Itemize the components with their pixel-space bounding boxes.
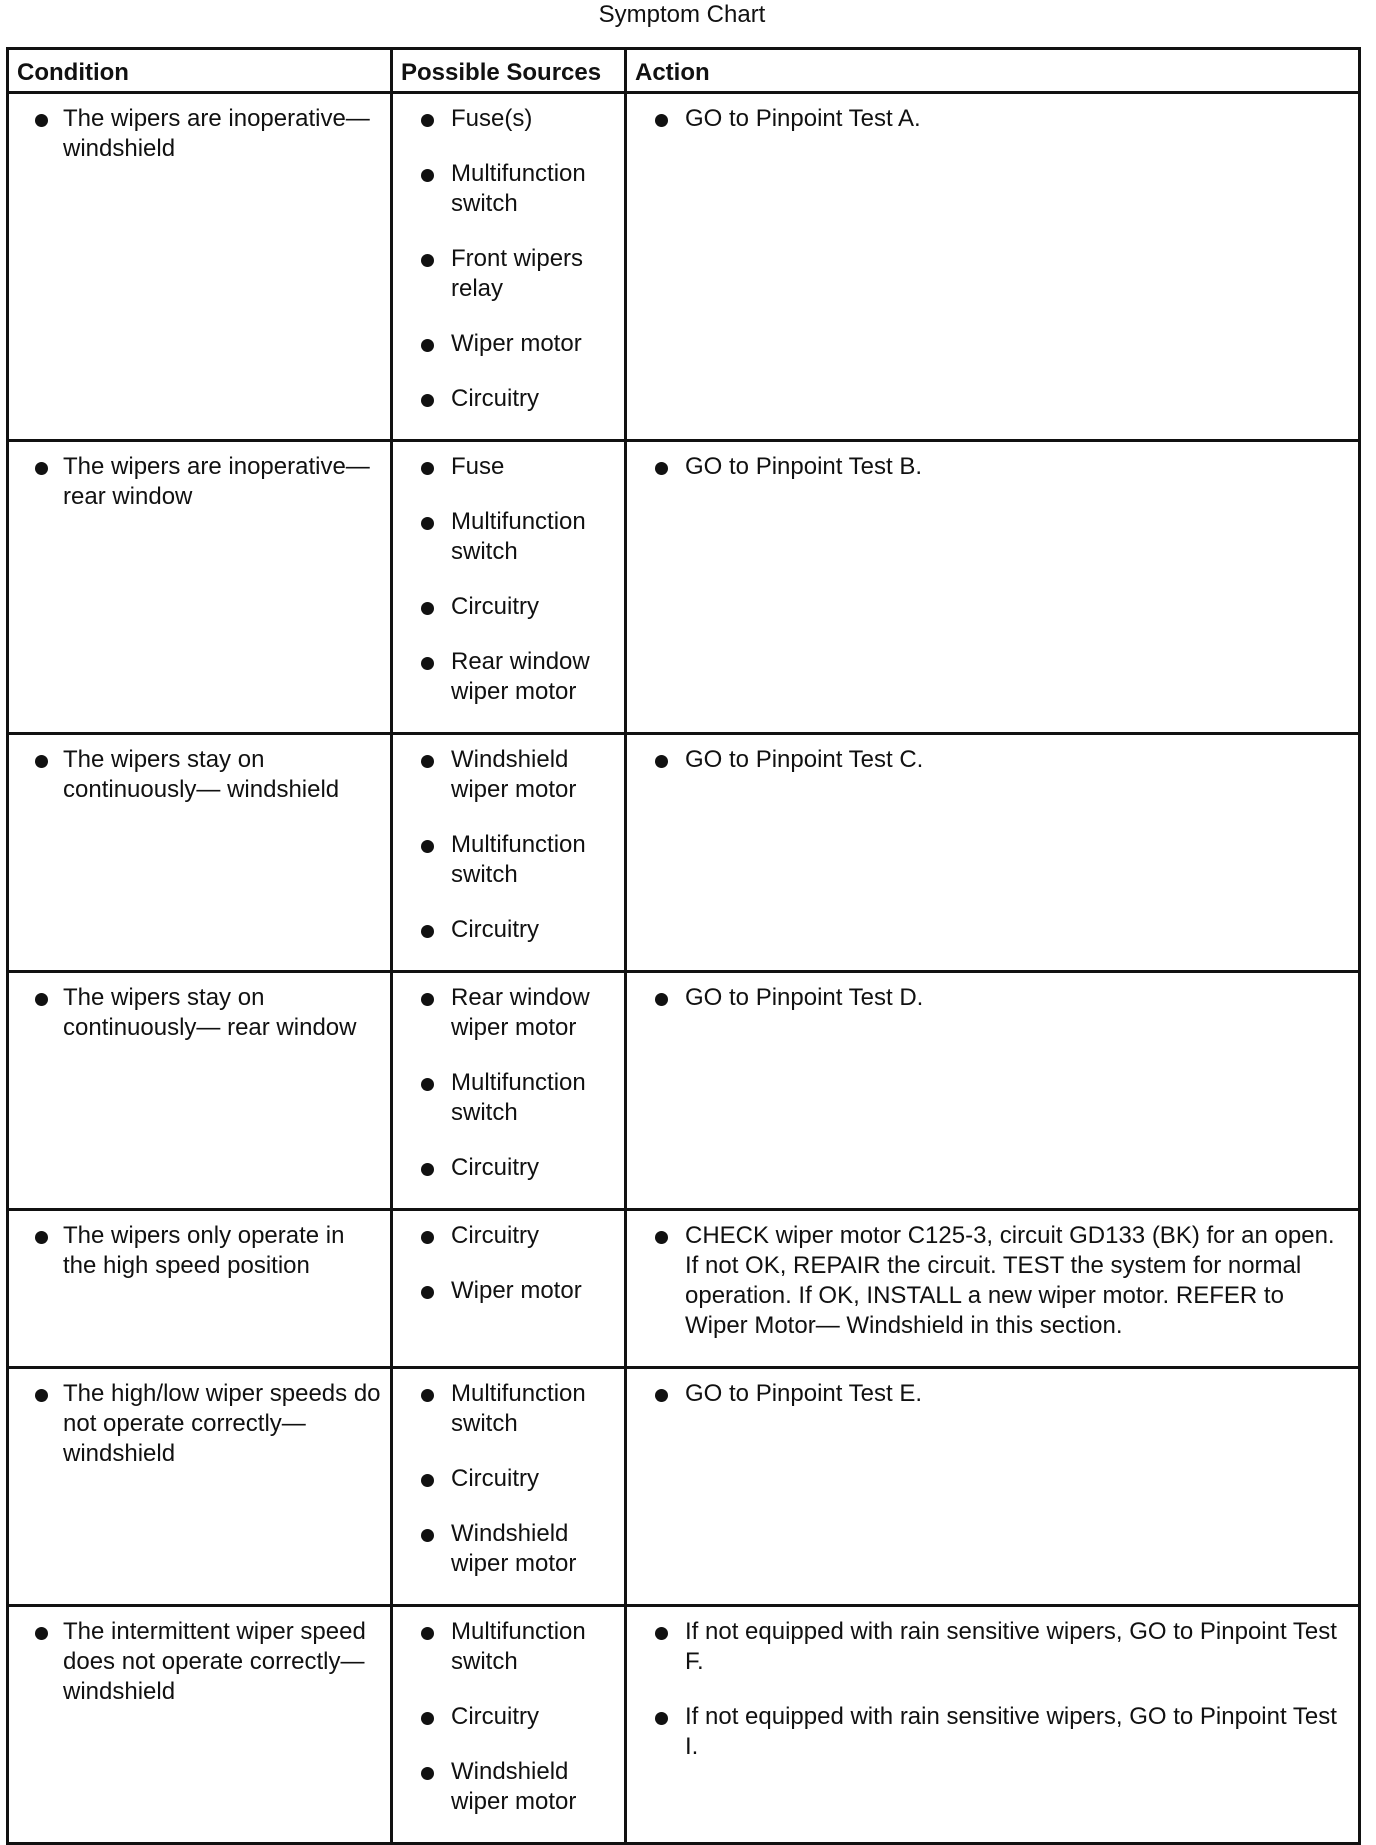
action-cell — [626, 972, 1360, 1210]
action-item: If not equipped with rain sensitive wipers, GO to Pinpoint Test F. — [627, 1617, 1352, 1677]
table-row — [8, 441, 1360, 734]
condition-cell — [8, 1606, 392, 1844]
condition-text: The wipers are inoperative—windshield — [9, 104, 384, 164]
header-condition: Condition — [8, 49, 392, 93]
header-possible-sources: Possible Sources — [392, 49, 626, 93]
source-item: Circuitry — [393, 915, 618, 945]
table-row — [8, 972, 1360, 1210]
condition-cell — [8, 1368, 392, 1606]
source-item: Multifunction switch — [393, 1379, 618, 1439]
condition-cell — [8, 734, 392, 972]
action-item: GO to Pinpoint Test A. — [627, 104, 1352, 134]
source-item: Windshield wiper motor — [393, 1519, 618, 1579]
condition-cell — [8, 1210, 392, 1368]
source-item: Circuitry — [393, 592, 618, 622]
source-item: Circuitry — [393, 1464, 618, 1494]
condition-text: The intermittent wiper speed does not operate correctly— windshield — [9, 1617, 384, 1707]
condition-cell — [8, 972, 392, 1210]
header-action: Action — [626, 49, 1360, 93]
action-cell — [626, 1606, 1360, 1844]
table-body — [8, 93, 1360, 1844]
action-item: GO to Pinpoint Test D. — [627, 983, 1352, 1013]
source-item: Multifunction switch — [393, 1617, 618, 1677]
table-row — [8, 1210, 1360, 1368]
table-row — [8, 1606, 1360, 1844]
source-item: Wiper motor — [393, 329, 618, 359]
source-item: Windshield wiper motor — [393, 1757, 618, 1817]
source-item: Rear window wiper motor — [393, 647, 618, 707]
condition-text: The wipers stay on continuously— rear window — [9, 983, 384, 1043]
action-cell — [626, 93, 1360, 441]
action-item: If not equipped with rain sensitive wipers, GO to Pinpoint Test I. — [627, 1702, 1352, 1762]
condition-text: The wipers are inoperative— rear window — [9, 452, 384, 512]
source-item: Windshield wiper motor — [393, 745, 618, 805]
action-cell — [626, 441, 1360, 734]
table-row — [8, 93, 1360, 441]
symptom-chart-table — [6, 47, 1361, 1845]
source-item: Rear window wiper motor — [393, 983, 618, 1043]
condition-text: The wipers stay on continuously— windshield — [9, 745, 384, 805]
source-item: Multifunction switch — [393, 1068, 618, 1128]
source-item: Circuitry — [393, 384, 618, 414]
table-row — [8, 1368, 1360, 1606]
possible-sources-cell — [392, 93, 626, 441]
source-item: Multifunction switch — [393, 159, 618, 219]
action-item: GO to Pinpoint Test C. — [627, 745, 1352, 775]
action-cell — [626, 1368, 1360, 1606]
condition-text: The high/low wiper speeds do not operate correctly— windshield — [9, 1379, 384, 1469]
action-item: GO to Pinpoint Test B. — [627, 452, 1352, 482]
table-header-row — [8, 49, 1360, 93]
condition-text: The wipers only operate in the high speed position — [9, 1221, 384, 1281]
possible-sources-cell — [392, 1210, 626, 1368]
action-item: GO to Pinpoint Test E. — [627, 1379, 1352, 1409]
action-cell — [626, 734, 1360, 972]
source-item: Circuitry — [393, 1221, 618, 1251]
source-item: Wiper motor — [393, 1276, 618, 1306]
source-item: Front wipers relay — [393, 244, 618, 304]
condition-cell — [8, 441, 392, 734]
source-item: Fuse(s) — [393, 104, 618, 134]
possible-sources-cell — [392, 734, 626, 972]
possible-sources-cell — [392, 1368, 626, 1606]
possible-sources-cell — [392, 972, 626, 1210]
possible-sources-cell — [392, 1606, 626, 1844]
possible-sources-cell — [392, 441, 626, 734]
source-item: Multifunction switch — [393, 830, 618, 890]
table-row — [8, 734, 1360, 972]
action-item: CHECK wiper motor C125-3, circuit GD133 (BK) for an open. If not OK, REPAIR the circuit. TEST the system for normal operation. If OK, INSTALL a new wiper motor. REFER to Wiper Motor— Windshield in this section. — [627, 1221, 1352, 1341]
condition-cell — [8, 93, 392, 441]
source-item: Multifunction switch — [393, 507, 618, 567]
source-item: Fuse — [393, 452, 618, 482]
action-cell — [626, 1210, 1360, 1368]
source-item: Circuitry — [393, 1153, 618, 1183]
source-item: Circuitry — [393, 1702, 618, 1732]
page-title: Symptom Chart — [598, 1, 766, 28]
